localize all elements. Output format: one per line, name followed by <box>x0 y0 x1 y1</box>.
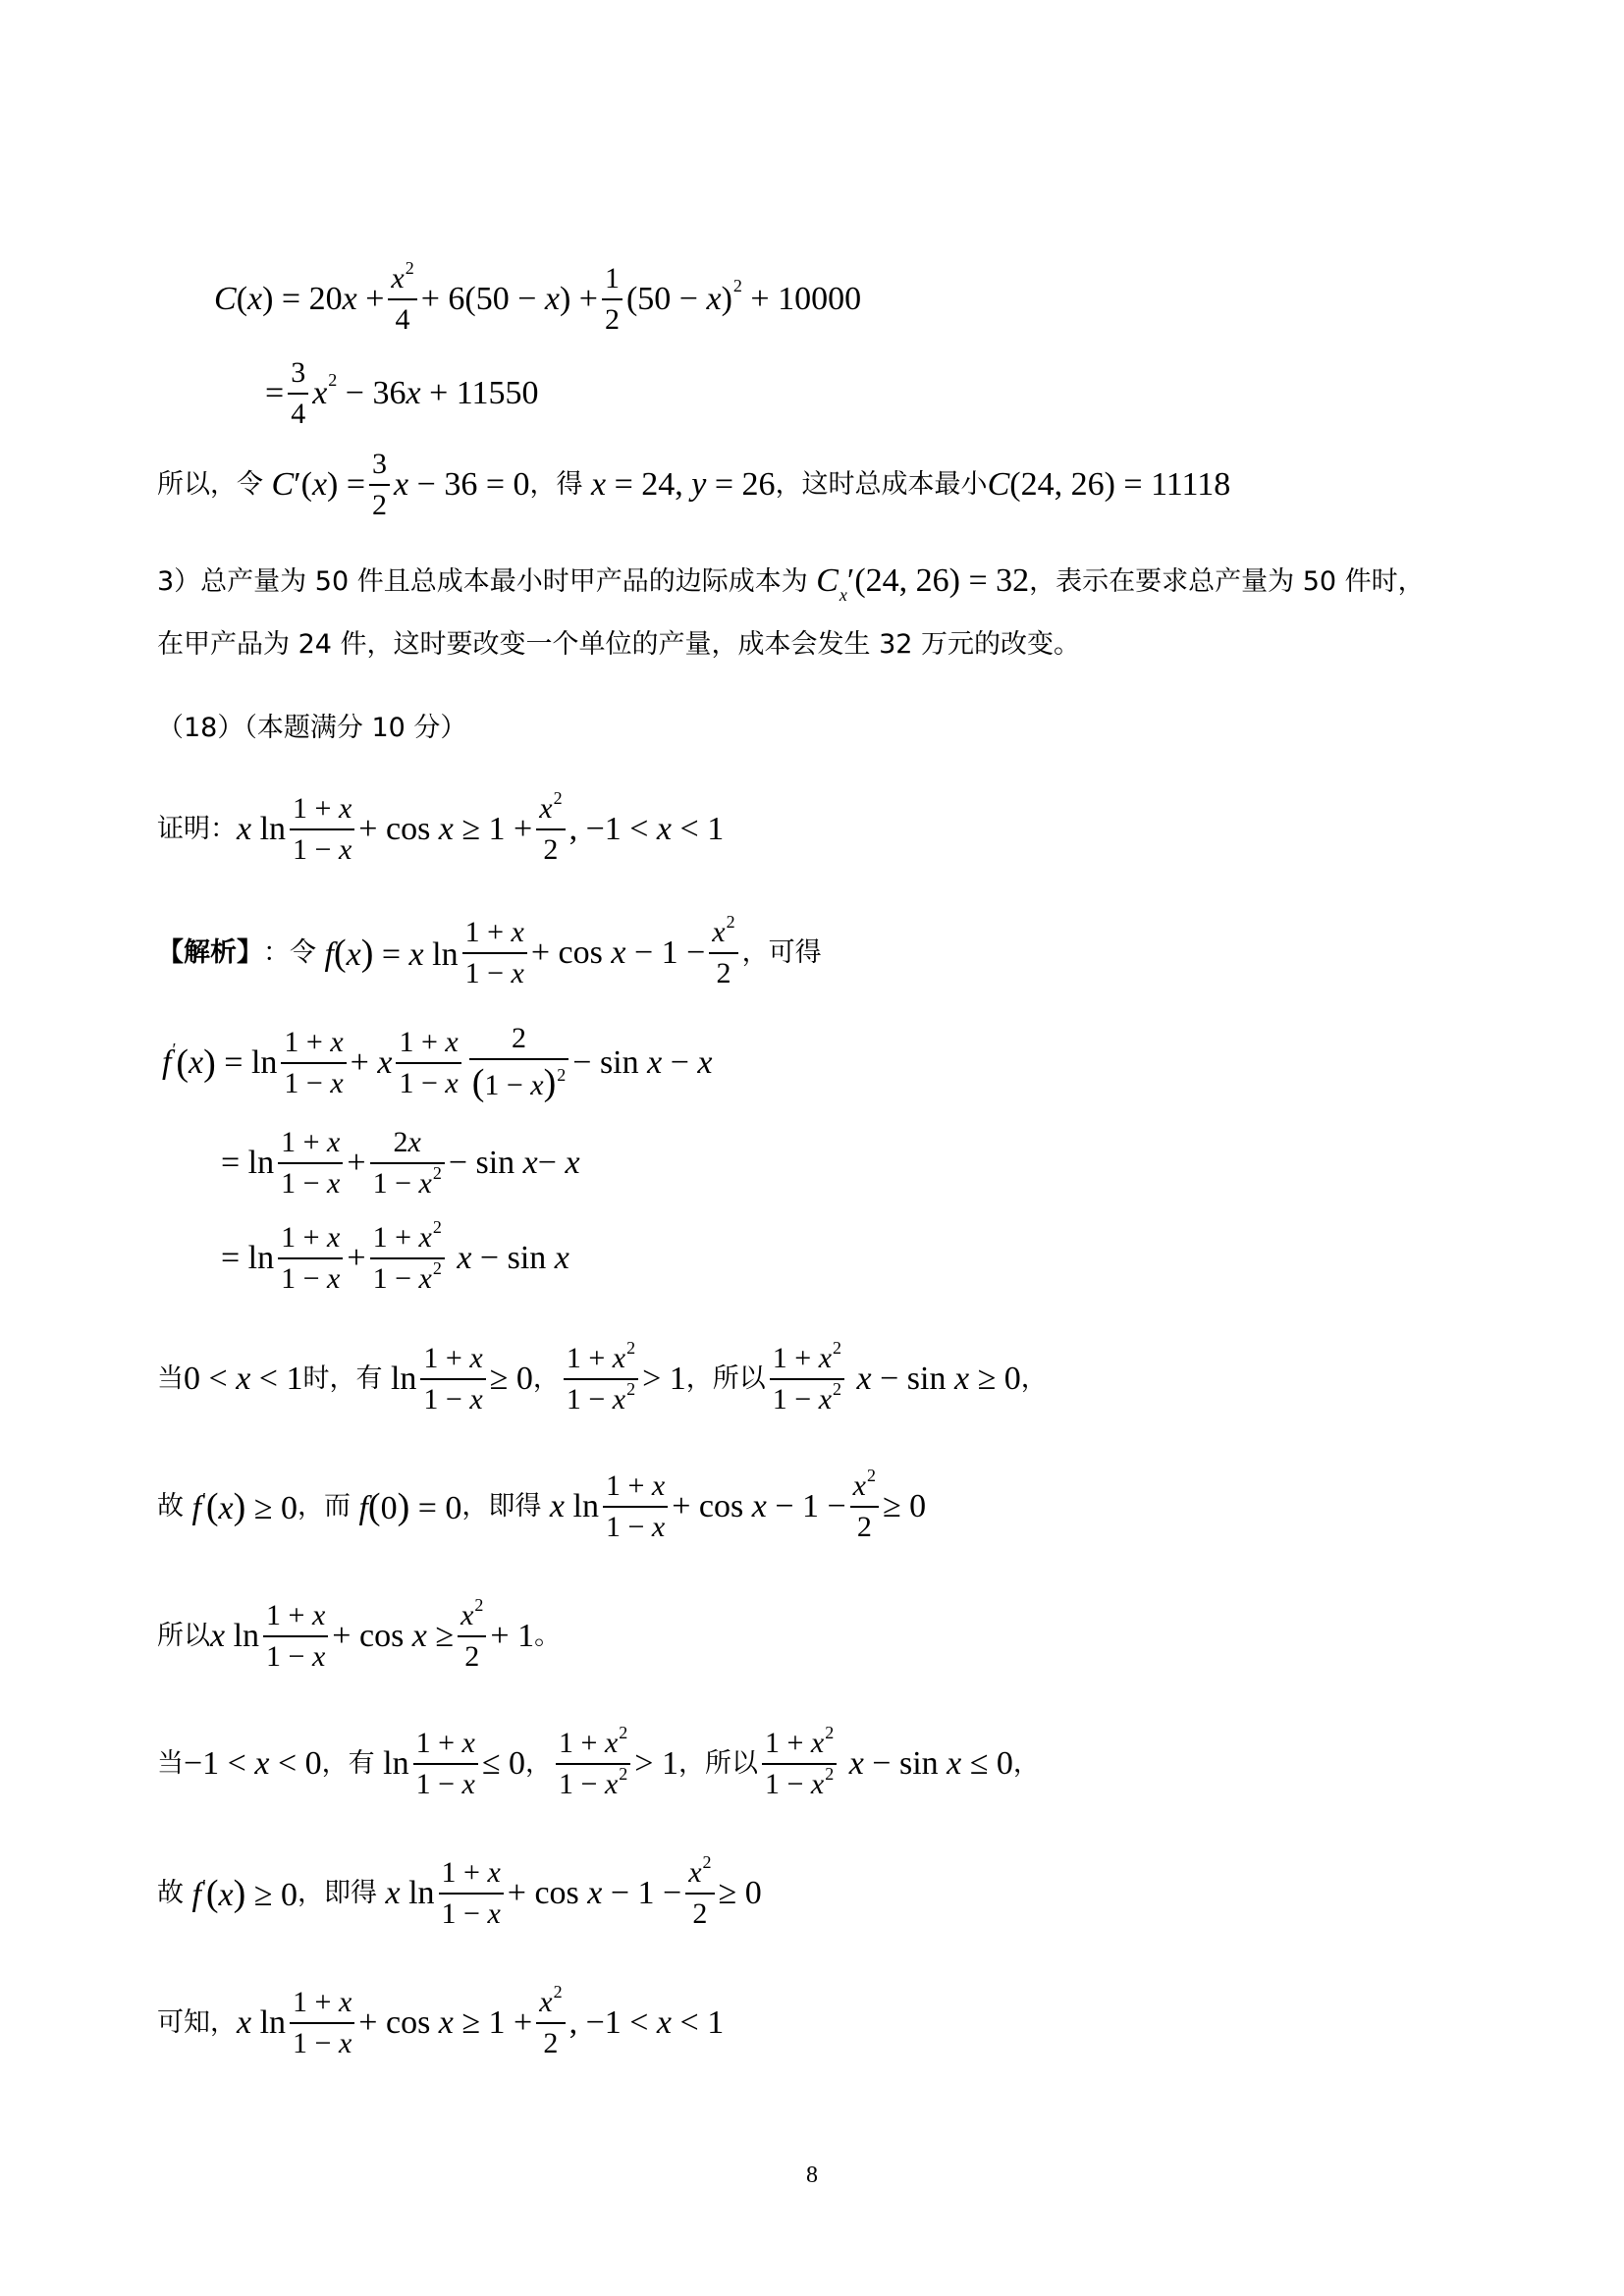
case1-line: 当 0 < x < 1 时，有 ln $\frac{1 + x}{1 - x}$ ≥ 0 ， $\frac{1 + x^2}{1 - x^2}$ > 1 ， 所以 $\frac{1 + x^2}{1 - x^2}$ x − sin x ≥ 0 ， <box>157 1338 1048 1415</box>
case1-conclusion: 故 f′(x) ≥ 0 ，而 f(0) = 0 ，即得 x ln $\frac{1 + x}{1 - x}$ + cos x − 1 − $\frac{x^2}{2}$ ≥ 0 <box>157 1466 927 1543</box>
analysis-intro: 【解析】 ：令 f(x) = x ln $\frac{1 + x}{1 - x}$ + cos x − 1 − $\frac{x^2}{2}$ ，可得 <box>157 912 822 989</box>
problem-18-header: （18）（本题满分 10 分） <box>157 713 467 743</box>
derivative-line2: = ln $\frac{1 + x}{1 - x}$ + $\frac{2x}{1 - x^2}$ − sin x − x <box>221 1126 580 1200</box>
prove-statement: 证明： x ln $\frac{1 + x}{1 - x}$ + cos x ≥ 1 + $\frac{x^2}{2}$ , −1 < x < 1 <box>157 788 725 866</box>
case2-line: 当 −1 < x < 0 ，有 ln $\frac{1 + x}{1 - x}$ ≤ 0 ， $\frac{1 + x^2}{1 - x^2}$ > 1 ， 所以 $\frac{1 + x^2}{1 - x^2}$ x − sin x ≤ 0 ， <box>157 1723 1040 1800</box>
case1-result: 所以 x ln $\frac{1 + x}{1 - x}$ + cos x ≥ $\frac{x^2}{2}$ + 1 。 <box>157 1595 562 1673</box>
paragraph-3-line1: 3）总产量为 50 件且总成本最小时甲产品的边际成本为 $C_x'(24$, 26) = 32 ，表示在要求总产量为 50 件时， <box>157 562 1425 605</box>
final-conclusion: 可知， x ln $\frac{1 + x}{1 - x}$ + cos x ≥ 1 + $\frac{x^2}{2}$ , −1 < x < 1 <box>157 1982 725 2059</box>
paragraph-3-line2: 在甲产品为 24 件，这时要改变一个单位的产量，成本会发生 32 万元的改变。 <box>157 629 1081 660</box>
page-number: 8 <box>806 2163 818 2188</box>
derivative-zero-line: 所以，令 C′(x) = $\frac{3}{2}$ x − 36 = 0 ，得 x = 24, y = 26 ，这时总成本最小 C(24, 26) = 11118 <box>157 448 1231 521</box>
derivative-line3: = ln $\frac{1 + x}{1 - x}$ + $\frac{1 + x^2}{1 - x^2}$ x − sin x <box>221 1217 569 1295</box>
cost-function-line1: C ( x ) = 20 x + $\frac{x^2}{4}$ + 6(50 − x ) + $\frac{1}{2}$ (50 − x ) 2 + 10000 <box>214 258 862 336</box>
derivative-line1: f ′ ( x ) = ln $\frac{1 + x}{1 - x}$ + x $\frac{1 + x}{1 - x}$ $\frac{2}{(1 - x)^2}$ − sin x − x <box>162 1022 713 1103</box>
case2-conclusion: 故 f′(x) ≥ 0 ，即得 x ln $\frac{1 + x}{1 - x}$ + cos x − 1 − $\frac{x^2}{2}$ ≥ 0 <box>157 1852 762 1930</box>
cost-function-line2: = $\frac{3}{4}$ x 2 − 36 x + 11550 <box>265 356 539 430</box>
